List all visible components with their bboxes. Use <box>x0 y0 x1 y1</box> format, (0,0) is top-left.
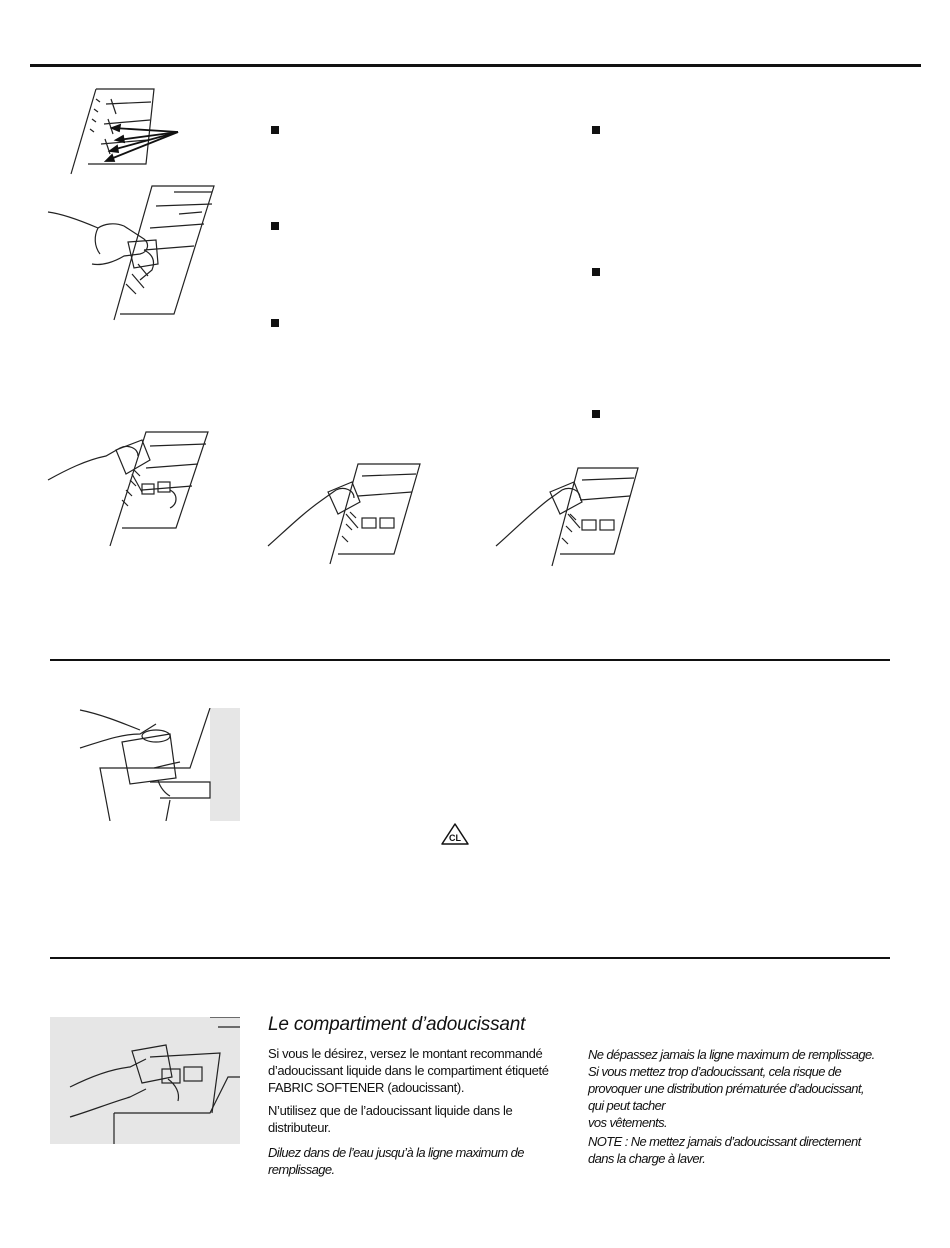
softener-section-title: Le compartiment d’adoucissant <box>268 1014 526 1035</box>
max-fill-warning-line2: Si vous mettez trop d’adoucissant, cela risque de <box>588 1064 842 1079</box>
bullet-6 <box>592 410 600 418</box>
softener-col1-p1 <box>268 1045 558 1096</box>
softener-col1-p3 <box>268 1144 538 1178</box>
bleach-symbol-label: CL <box>449 833 461 843</box>
section-rule-2 <box>50 957 890 959</box>
max-fill-warning-line4: qui peut tacher <box>588 1098 666 1113</box>
top-rule <box>30 64 921 67</box>
bullet-1 <box>271 126 279 134</box>
section-rule-1 <box>50 659 890 661</box>
dispenser-compartments-illustration <box>66 84 196 179</box>
bullet-2 <box>271 222 279 230</box>
pouring-detergent-illustration-2 <box>266 462 426 566</box>
pouring-detergent-illustration-3 <box>494 466 642 568</box>
liquid-only-text: N’utilisez que de l’adoucissant liquide dans le distributeur. <box>268 1103 513 1135</box>
max-fill-warning-line1: Ne dépassez jamais la ligne maximum de remplissage. <box>588 1047 875 1062</box>
softener-instruction-text: Si vous le désirez, versez le montant recommandé d’adoucissant liquide dans le compartiment étiqueté FABRIC SOFTENER (adoucissant). <box>268 1046 549 1095</box>
pouring-softener-illustration <box>50 1017 240 1144</box>
bullet-4 <box>592 126 600 134</box>
pouring-bleach-illustration <box>50 708 240 821</box>
dilute-text: Diluez dans de l’eau jusqu’à la ligne maximum de remplissage. <box>268 1145 524 1177</box>
softener-col1-p2 <box>268 1102 518 1136</box>
pouring-detergent-illustration-1 <box>46 430 216 548</box>
hand-opening-drawer-illustration <box>44 184 224 322</box>
max-fill-warning-line3: provoquer une distribution prématurée d’adoucissant, <box>588 1081 864 1096</box>
max-fill-warning-line5: vos vêtements. <box>588 1115 668 1130</box>
softener-note: NOTE : Ne mettez jamais d’adoucissant directement dans la charge à laver. <box>588 1134 861 1166</box>
bullet-5 <box>592 268 600 276</box>
softener-col2-p2 <box>588 1133 888 1167</box>
chlorine-bleach-triangle-icon <box>440 822 470 851</box>
softener-col2-p1 <box>588 1046 908 1131</box>
bullet-3 <box>271 319 279 327</box>
